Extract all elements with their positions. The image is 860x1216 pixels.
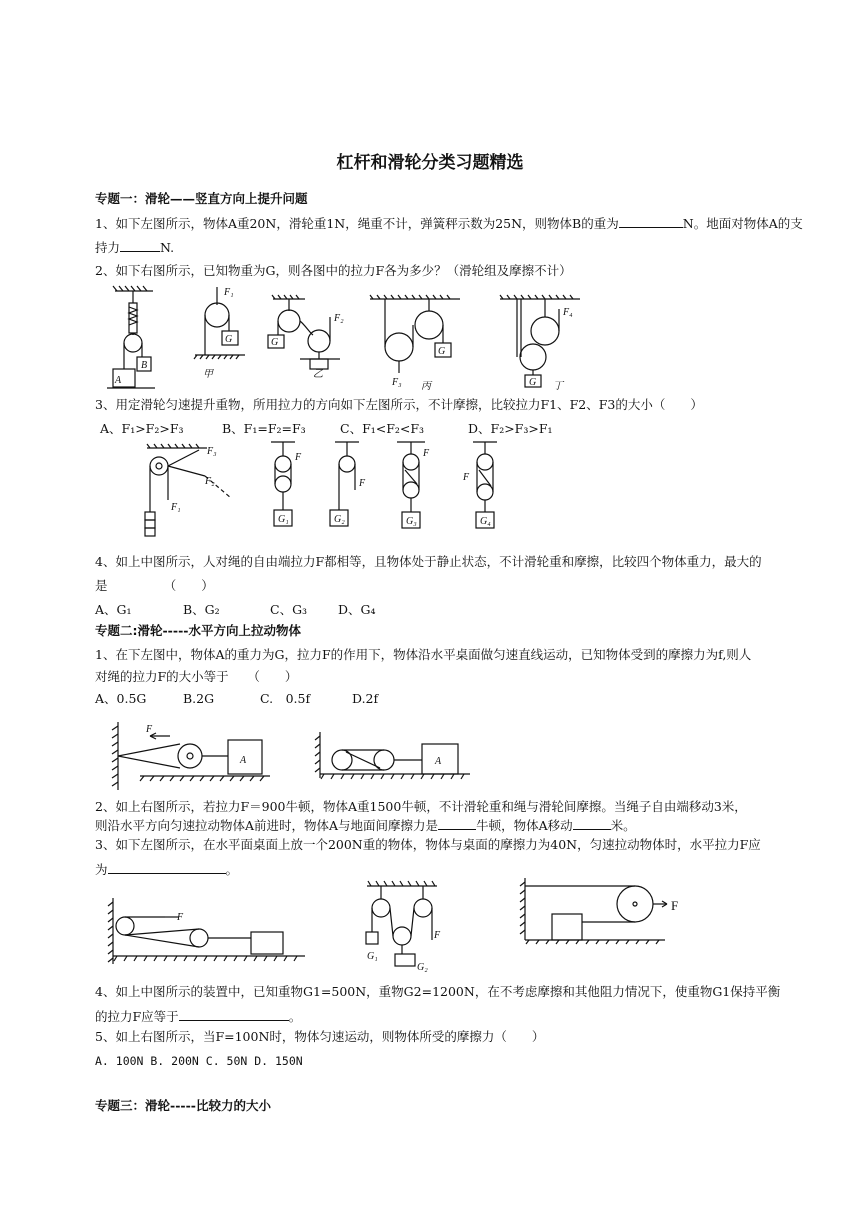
t2q3-text-b: 。 <box>225 862 239 877</box>
label-g2: G <box>271 337 279 348</box>
label-f1-angle: F₁ <box>171 502 181 513</box>
q1-text-b: N。地面对物体A的支 <box>682 216 803 231</box>
q3-line1: 3、用定滑轮匀速提升重物，所用拉力的方向如下左图所示，不计摩擦，比较拉力F1、F2、F3的大小（ ） <box>95 397 703 412</box>
t2q5-line1: 5、如上右图所示，当F=100N时，物体匀速运动，则物体所受的摩擦力（ ） <box>95 1029 545 1044</box>
label-f1: F₁ <box>224 287 234 298</box>
topic3-heading: 专题三：滑轮-----比较力的大小 <box>95 1098 271 1113</box>
t2q1-option-a: A、0.5G <box>95 691 147 706</box>
t2q4-text-b: 。 <box>288 1009 302 1024</box>
label-g1: G₁ <box>278 514 289 525</box>
t2q4-blank[interactable] <box>179 1007 289 1021</box>
label-f-right: F <box>671 898 679 913</box>
label-f-g2: F <box>359 478 366 489</box>
label-g3: G <box>438 346 446 357</box>
label-g1: G <box>225 334 233 345</box>
label-f3-angle: F₃ <box>207 446 217 457</box>
caption-3: 丙 <box>421 381 431 392</box>
caption-4: 丁 <box>553 381 563 392</box>
t2q2-text-b: 牛顿，物体A移动 <box>476 818 573 833</box>
q2-line1: 2、如下右图所示，已知物重为G，则各图中的拉力F各为多少？（滑轮组及摩擦不计） <box>95 263 572 278</box>
label-f2: F₂ <box>334 313 344 324</box>
label-b: B <box>141 360 148 371</box>
q3-option-d: D、F₂>F₃>F₁ <box>468 421 553 436</box>
page-title: 杠杆和滑轮分类习题精选 <box>336 153 524 173</box>
label-f-mid: F <box>434 930 441 941</box>
t2q1-option-b: B.2G <box>183 691 215 706</box>
label-f4: F₄ <box>563 307 573 318</box>
t2q1-option-c: C. 0.5f <box>260 691 311 706</box>
figure-horizontal-pulleys <box>110 718 490 794</box>
label-a-right: A <box>435 756 442 767</box>
topic2-heading: 专题二:滑轮-----水平方向上拉动物体 <box>95 623 301 638</box>
t2q2-line2 <box>95 816 636 835</box>
label-f2-angle: F₂ <box>205 476 215 487</box>
label-a-left: A <box>240 755 247 766</box>
label-g4: G <box>529 377 537 388</box>
q3-option-a: A、F₁>F₂>F₃ <box>100 421 184 436</box>
q4-option-c: C、G₃ <box>270 602 308 617</box>
q4-option-b: B、G₂ <box>183 602 220 617</box>
t2q2-text-a: 则沿水平方向匀速拉动物体A前进时，物体A与地面间摩擦力是 <box>95 818 439 833</box>
label-f-fig4: F <box>177 912 184 923</box>
label-a: A <box>115 375 122 386</box>
label-f3: F₃ <box>392 377 402 388</box>
t2q3-line1: 3、如下左图所示，在水平面桌面上放一个200N重的物体，物体与桌面的摩擦力为40N，匀速拉动物体时，水平拉力F应 <box>95 837 761 852</box>
label-f-g3: F <box>423 448 430 459</box>
t2q3-text-a: 为 <box>95 862 108 877</box>
figure-horizontal-set2 <box>105 874 705 974</box>
figure-pulleys-set2 <box>135 440 515 540</box>
q1-blank-2[interactable] <box>120 238 160 252</box>
label-f-left: F <box>146 724 153 735</box>
label-g3: G₃ <box>406 516 417 527</box>
t2q2-blank-1[interactable] <box>438 816 476 830</box>
t2q1-option-d: D.2f <box>352 691 379 706</box>
label-f-g1: F <box>295 452 302 463</box>
t2q1-line1: 1、在下左图中，物体A的重力为G，拉力F的作用下，物体沿水平桌面做匀速直线运动，已知物体受到的摩擦力为f,则人 <box>95 647 752 662</box>
topic1-heading: 专题一：滑轮——竖直方向上提升问题 <box>95 191 308 206</box>
t2q4-line1: 4、如上中图所示的装置中，已知重物G1=500N，重物G2=1200N，在不考虑摩擦和其他阻力情况下，使重物G1保持平衡 <box>95 984 781 999</box>
q1-blank-1[interactable] <box>619 214 683 228</box>
t2q1-line2: 对绳的拉力F的大小等于 （ ） <box>95 669 298 684</box>
t2q3-blank[interactable] <box>108 860 226 874</box>
figure-pulleys-set1 <box>105 285 605 395</box>
q4-option-a: A、G₁ <box>95 602 132 617</box>
q1-text-a: 1、如下左图所示，物体A重20N，滑轮重1N，绳重不计，弹簧秤示数为25N，则物体B的重为 <box>95 216 619 231</box>
label-g2-fig4: G₂ <box>417 962 428 973</box>
t2q2-line1: 2、如上右图所示，若拉力F＝900牛顿，物体A重1500牛顿，不计滑轮重和绳与滑轮间摩擦。当绳子自由端移动3米， <box>95 799 747 814</box>
q4-option-d: D、G₄ <box>338 602 376 617</box>
q4-line2: 是 （ ） <box>95 578 214 593</box>
q3-option-b: B、F₁=F₂=F₃ <box>222 421 306 436</box>
label-g1-fig4: G₁ <box>367 951 378 962</box>
label-f-g4: F <box>463 472 470 483</box>
q1-line1 <box>95 214 803 233</box>
q1-text-c: 持力 <box>95 240 121 255</box>
t2q4-text-a: 的拉力F应等于 <box>95 1009 179 1024</box>
q1-text-d: N. <box>160 240 175 255</box>
t2q2-blank-2[interactable] <box>573 816 611 830</box>
caption-1: 甲 <box>203 369 213 380</box>
label-g4: G₄ <box>480 516 491 527</box>
label-g2: G₂ <box>334 514 345 525</box>
q1-line2 <box>95 238 174 257</box>
q4-line1: 4、如上中图所示，人对绳的自由端拉力F都相等，且物体处于静止状态，不计滑轮重和摩擦，比较四个物体重力，最大的 <box>95 554 762 569</box>
caption-2: 乙 <box>313 369 323 380</box>
t2q5-options: A. 100N B. 200N C. 50N D. 150N <box>95 1054 303 1068</box>
q3-option-c: C、F₁<F₂<F₃ <box>340 421 425 436</box>
t2q2-text-c: 米。 <box>610 818 636 833</box>
t2q4-line2 <box>95 1007 301 1026</box>
